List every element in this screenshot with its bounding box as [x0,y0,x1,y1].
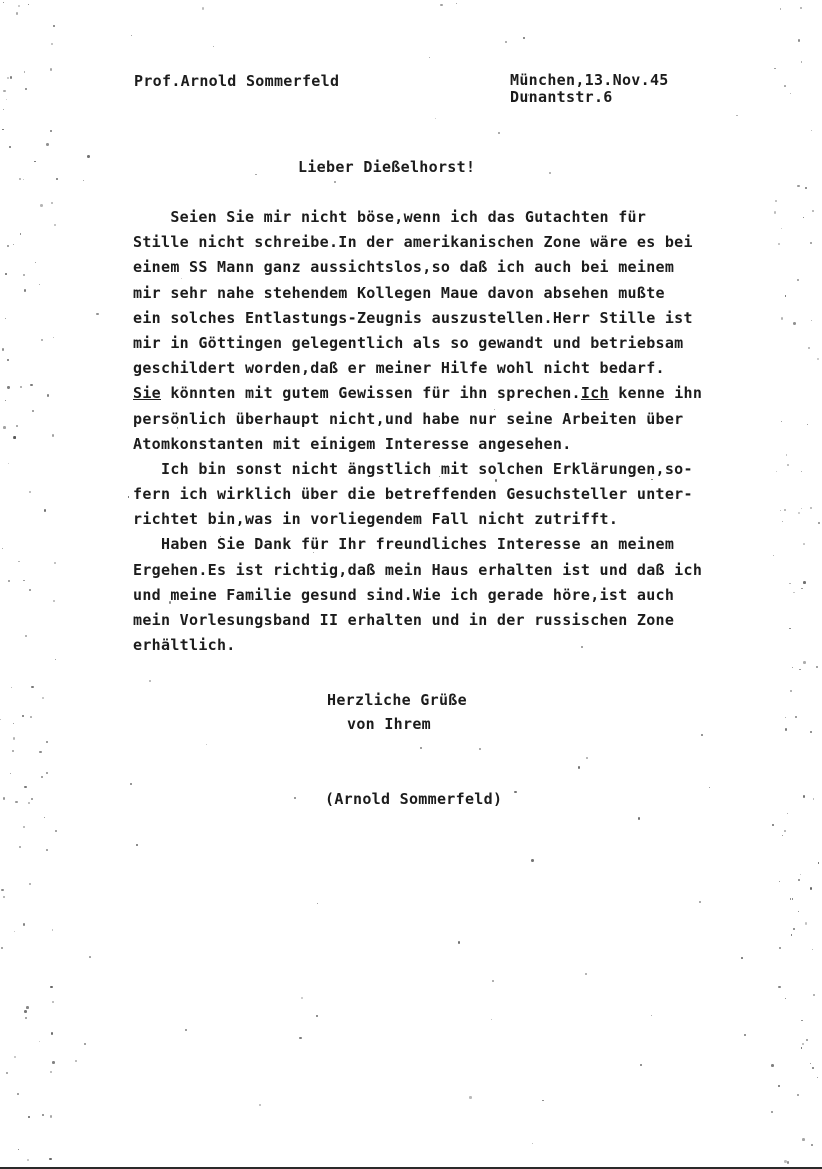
scan-speck [23,179,24,180]
body-line-text: ein solches Entlastungs-Zeugnis auszustellen.Herr Stille ist [133,308,693,327]
scan-speck [131,35,132,36]
scan-speck [51,43,53,45]
scan-speck [39,284,40,285]
scan-speck [803,217,805,219]
scan-speck [813,994,815,996]
scan-speck [805,187,807,189]
scan-speck [3,896,6,899]
scan-speck [817,1077,818,1078]
scan-speck [812,1067,814,1069]
scan-speck [42,1114,44,1116]
closing-block [327,688,467,736]
scan-speck [811,1144,813,1146]
scan-speck [801,508,802,509]
scan-speck [15,801,18,804]
scan-speck [803,795,806,798]
scan-speck [301,997,303,999]
body-line [133,457,793,482]
scan-speck [96,313,99,316]
scan-speck [18,5,20,7]
scan-speck [29,589,31,591]
scan-speck [29,883,31,885]
scan-speck [586,757,588,759]
scan-speck [798,911,799,912]
body-line [133,532,793,557]
scan-speck [775,200,777,202]
scan-speck [46,772,49,775]
scan-speck [803,581,806,584]
scan-speck [801,1047,803,1049]
scan-speck [20,386,22,388]
scan-speck [10,773,12,775]
scan-speck [816,666,818,668]
scan-speck [779,947,781,949]
scan-speck [800,7,802,9]
scan-speck [491,1019,492,1020]
scan-speck [24,289,26,291]
scan-speck [780,8,782,10]
body-line-text: einem SS Mann ganz aussichtslos,so daß ich auch bei meinem [133,258,675,277]
scan-speck [87,155,90,158]
scan-speck [23,274,26,277]
scan-speck [294,797,296,799]
body-line-text: Stille nicht schreibe.In der amerikanischen Zone wäre es bei [133,233,693,252]
scan-speck [5,400,7,402]
scan-speck [458,941,460,943]
scan-speck [479,748,481,750]
scan-speck [585,973,587,975]
body-line-text: mein Vorlesungsband II erhalten und in der russischen Zone [133,611,675,629]
scan-speck [130,783,132,785]
scan-speck [778,986,781,989]
scan-speck [31,798,33,800]
scan-speck [75,1060,78,1063]
body-line [133,281,793,306]
scan-speck [806,1039,808,1041]
scan-speck [792,667,793,668]
scan-speck [11,687,13,689]
body-line [133,558,793,583]
scan-speck [797,185,800,188]
body-line [133,356,793,381]
scan-speck [810,1063,811,1064]
scan-speck [25,1017,27,1019]
scan-speck [736,115,737,116]
place-date: München,13.Nov.45 [510,71,669,89]
underlined-word: Ich [580,384,609,403]
scan-speck [89,956,91,958]
scan-speck [334,181,336,183]
scan-speck [542,1100,544,1102]
scan-speck [44,509,46,511]
scan-speck [53,337,54,338]
scan-speck [7,359,10,362]
scan-speck [23,923,25,925]
scan-speck [3,109,4,110]
body-line-text: mir sehr nahe stehendem Kollegen Maue davon absehen mußte [133,283,665,302]
body-line-text: erhältlich. [133,636,236,655]
scan-speck [2,348,4,350]
scan-speck [784,830,786,832]
scan-speck [9,146,11,148]
scan-speck [812,949,813,950]
scan-speck [785,998,786,999]
scan-speck [3,797,5,799]
scan-speck [808,347,810,349]
scan-speck [791,934,793,936]
scan-speck [16,12,18,14]
body-line [133,230,793,255]
scan-speck [202,7,204,9]
scan-speck [52,1001,54,1003]
scan-speck [805,922,808,925]
body-line-text: persönlich überhaupt nicht,und habe nur seine Arbeiten über [133,409,684,428]
scan-speck [206,744,208,746]
body-line [133,205,793,230]
scan-speck [469,1096,471,1098]
scan-speck [55,830,57,832]
scan-speck [53,25,55,27]
scan-speck [55,659,56,660]
scan-speck [523,37,525,39]
signature: (Arnold Sommerfeld) [325,790,503,808]
scan-speck [772,824,774,826]
body-line-text: fern ich wirklich über die betreffenden Gesuchsteller unter- [133,485,693,504]
scan-speck [16,425,18,427]
scan-speck [810,887,813,890]
scan-speck [22,715,24,717]
scan-speck [2,548,3,549]
scan-speck [793,322,796,325]
scan-speck [46,143,49,146]
scan-speck [13,436,16,439]
scan-speck [24,71,26,73]
scan-speck [316,1015,317,1016]
body-line-text: und meine Familie gesund sind.Wie ich gerade höre,ist auch [133,585,675,604]
scan-speck [7,77,9,79]
scan-speck [84,1043,86,1045]
scan-speck [798,879,800,881]
scan-speck [19,846,21,848]
scan-speck [801,588,803,590]
scan-speck [793,592,794,593]
scan-speck [810,242,813,245]
body-line [133,331,793,356]
scan-speck [774,68,775,69]
scan-speck [798,512,800,514]
scan-speck [51,202,53,204]
sender-name: Prof.Arnold Sommerfeld [134,72,340,90]
scan-speck [744,1034,746,1036]
scan-speck [782,835,783,836]
scan-speck [531,859,534,862]
scan-speck [14,931,15,932]
scan-speck [136,844,137,845]
scan-speck [28,1116,30,1118]
scan-speck [793,928,796,931]
scan-speck [83,180,84,181]
scan-speck [50,1115,53,1118]
scan-speck [802,1138,805,1141]
scan-speck [420,747,422,749]
body-line-text: könnten mit gutem Gewissen für ihn sprechen. [161,384,581,403]
scan-speck [29,491,31,493]
scan-speck [24,1010,27,1013]
scan-speck [2,129,4,131]
body-line [133,255,793,280]
scan-speck [771,1064,774,1067]
body-line-text: Seien Sie mir nicht böse,wenn ich das Gutachten für [133,208,647,226]
scan-speck [23,580,25,582]
scan-speck [818,522,820,524]
scan-speck [39,1041,40,1042]
scan-speck [456,3,457,4]
scan-speck [39,751,42,754]
scan-speck [30,716,32,718]
scan-speck [803,543,805,545]
scan-speck [42,697,44,699]
scan-speck [701,734,703,736]
scan-speck [53,600,55,602]
scan-speck [25,635,27,637]
scan-speck [24,786,27,789]
scan-speck [797,279,799,281]
scan-speck [34,161,36,163]
body-line [133,507,793,532]
scan-speck [812,210,814,212]
body-line-text: Atomkonstanten mit einigem Interesse angesehen. [133,434,572,453]
scan-speck [32,410,35,413]
scan-speck [3,90,6,93]
scan-speck [26,1006,29,1009]
scan-speck [13,723,15,725]
scan-speck [549,172,552,175]
body-line [133,306,793,331]
scan-speck [532,1143,533,1144]
letter-body [133,205,793,658]
scan-speck [128,496,129,497]
scan-speck [784,85,786,87]
salutation: Lieber Dießelhorst! [298,158,476,176]
body-line-text: mir in Göttingen gelegentlich als so gewandt und betriebsam [133,333,684,352]
scan-speck [779,881,780,882]
scan-speck [19,178,22,181]
scan-speck [54,224,56,226]
scan-speck [52,1061,55,1064]
scan-speck [498,132,501,135]
scan-speck [810,731,812,733]
scan-speck [18,561,19,562]
scan-speck [492,980,494,982]
scan-speck [5,318,6,319]
scan-speck [578,766,581,769]
scan-speck [790,690,792,692]
scan-speck [787,813,788,814]
scan-speck [1,889,4,892]
closing-greeting: Herzliche Grüße [327,691,467,709]
scan-speck [813,798,815,800]
body-line [133,583,793,608]
scan-speck [741,957,743,959]
scan-speck [41,776,43,778]
scan-speck [800,874,801,875]
scan-speck [13,244,15,246]
scan-speck [259,1104,261,1106]
scan-speck [1,947,3,949]
scan-speck [818,862,820,864]
street-address: Dunantstr.6 [510,88,613,106]
scan-speck [23,826,26,829]
scan-speck [810,507,812,509]
scan-speck [47,394,50,397]
scan-speck [797,1094,799,1096]
scan-speck [440,4,443,7]
body-line-text: geschildert worden,daß er meiner Hilfe wohl nicht bedarf. [133,359,665,378]
scan-speck [3,426,6,429]
scan-speck [792,898,794,900]
scan-speck [50,1071,52,1073]
scan-speck [435,118,436,119]
scan-speck [17,1093,19,1095]
scan-speck [18,1149,19,1150]
scan-speck [798,39,800,41]
scan-speck [50,130,52,132]
body-line-text: richtet bin,was in vorliegendem Fall nicht zutrifft. [133,510,619,529]
scan-speck [638,817,640,819]
scan-speck [27,1159,29,1161]
scan-speck [13,737,16,740]
scan-speck [317,903,319,905]
scan-speck [787,1161,790,1164]
scan-speck [6,1072,8,1074]
body-line-text: Haben Sie Dank für Ihr freundliches Interesse an meinem [133,535,675,554]
scan-speck [35,262,36,263]
scan-speck [807,424,808,425]
scan-speck [505,41,507,43]
body-line-text: kenne ihn [608,384,703,403]
scan-speck [52,434,55,437]
scan-speck [803,661,806,664]
scan-speck [801,61,803,63]
scan-speck [54,562,56,564]
scan-speck [771,1111,774,1114]
scan-speck [20,233,22,235]
scan-speck [429,57,430,58]
scan-speck [709,787,710,788]
scan-speck [46,849,48,851]
scan-speck [811,130,812,131]
body-line [133,482,793,507]
scan-speck [50,68,52,70]
scan-speck [0,719,1,720]
scan-speck [40,204,43,207]
scan-speck [10,76,12,78]
scan-speck [41,339,42,340]
scan-speck [799,669,801,671]
scan-speck [801,1020,803,1022]
scan-speck [5,273,7,275]
scan-speck [3,2,4,3]
scan-speck [31,686,34,689]
scan-speck [12,750,15,753]
place-date-block [510,72,669,106]
scan-speck [213,46,214,47]
scan-speck [46,741,49,744]
scan-speck [149,680,151,682]
scan-speck [778,1085,780,1087]
scan-speck [255,174,257,176]
scan-speck [801,471,802,472]
scan-speck [44,817,45,818]
scan-speck [56,178,59,181]
scan-speck [14,1056,17,1059]
scan-speck [6,99,7,100]
scan-speck [802,1043,804,1045]
scan-speck [28,4,29,5]
scan-speck [49,1158,52,1161]
body-line-text: Ich bin sonst nicht ängstlich mit solchen Erklärungen,so- [133,459,693,478]
scan-speck [785,728,787,730]
scan-speck [790,93,791,94]
scan-speck [817,358,819,360]
body-line [133,432,793,457]
scan-speck [185,1029,187,1031]
scan-speck [699,901,702,904]
scan-speck [514,791,516,793]
scan-speck [28,802,30,804]
scan-speck [52,929,54,931]
body-line [133,381,793,406]
body-line-text: Ergehen.Es ist richtig,daß mein Haus erhalten ist und daß ich [133,560,703,579]
scan-speck [8,580,10,582]
scan-speck [30,384,32,386]
scan-speck [7,386,9,388]
scan-speck [811,320,812,321]
scan-speck [8,463,9,464]
body-line [133,608,793,633]
scan-speck [795,716,797,718]
body-line [133,633,793,658]
scan-speck [299,1037,301,1039]
scan-speck [651,1015,652,1016]
scan-speck [50,986,52,988]
scan-speck [51,1032,54,1035]
scan-speck [640,1064,642,1066]
underlined-word: Sie [133,384,161,403]
body-line [133,407,793,432]
scan-speck [785,717,786,718]
scan-speck [7,245,9,247]
scan-speck [25,88,27,90]
closing-from: von Ihrem [347,715,431,733]
